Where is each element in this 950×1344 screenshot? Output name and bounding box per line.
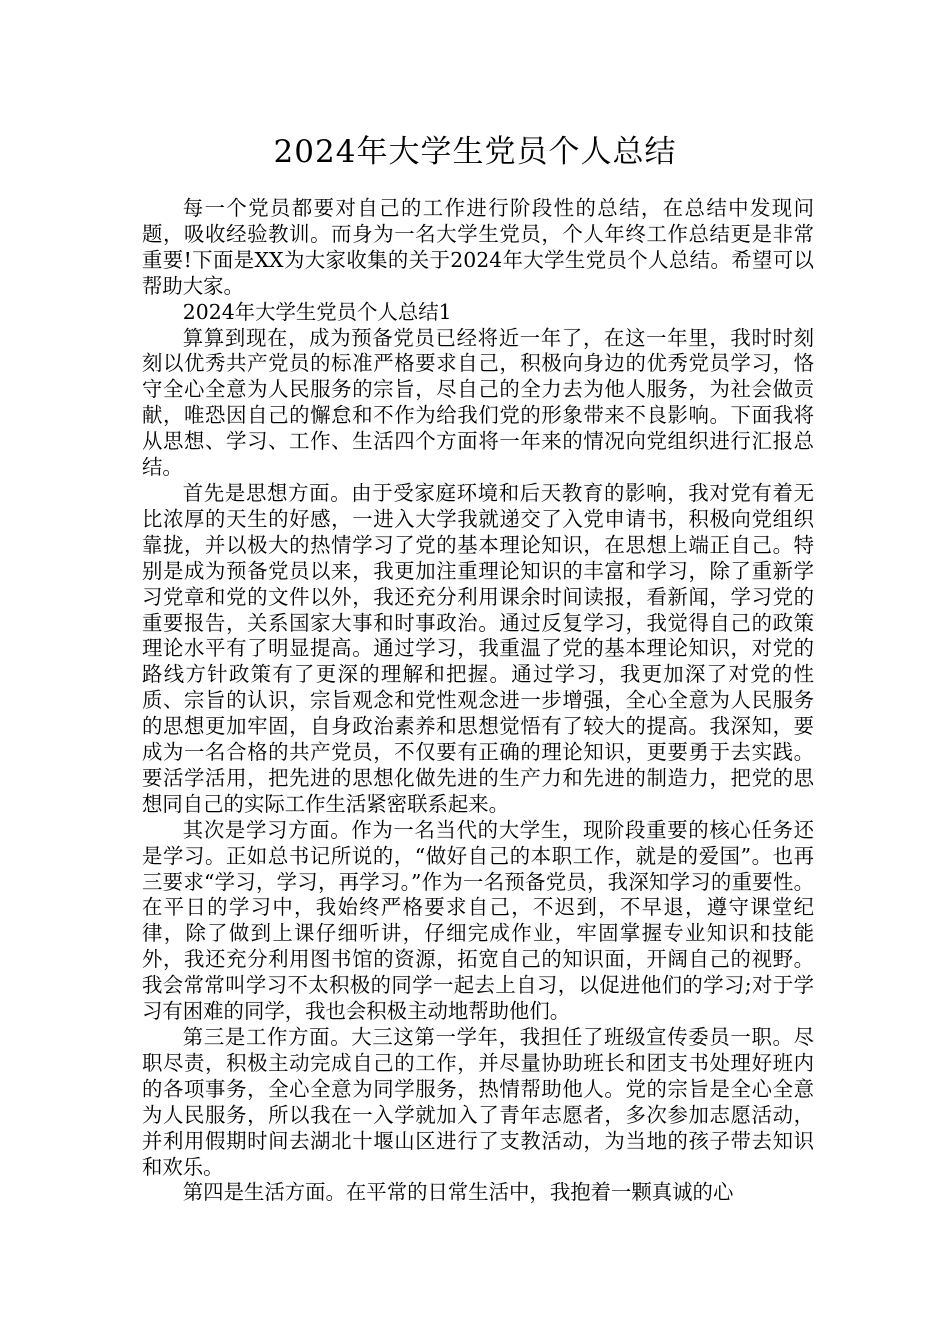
paragraph-life: 第四是生活方面。在平常的日常生活中，我抱着一颗真诚的心 bbox=[182, 1180, 734, 1205]
paragraph-study: 其次是学习方面。作为一名当代的大学生，现阶段重要的核心任务还是学习。正如总书记所说的，“做好自己的本职工作，就是的爱国”。也再三要求“学习，学习，再学习。”作为一名预备党员，我深知学习的重要性。在平日的学习中，我始终严格要求自己，不迟到，不早退，遵守课堂纪律，除了做到上课仔细听讲，仔细完成作业，牢固掌握专业知识和技能外，我还充分利用图书馆的资源，拓宽自己的知识面，开阔自己的视野。我会常常叫学习不太积极的同学一起去上自习，以促进他们的学习;对于学习有困难的同学，我也会积极主动地帮助他们。 bbox=[142, 817, 814, 1024]
paragraph-work: 第三是工作方面。大三这第一学年，我担任了班级宣传委员一职。尽职尽责，积极主动完成自己的工作，并尽量协助班长和团支书处理好班内的各项事务，全心全意为同学服务，热情帮助他人。党的宗旨是全心全意为人民服务，所以我在一入学就加入了青年志愿者，多次参加志愿活动，并利用假期时间去湖北十堰山区进行了支教活动，为当地的孩子带去知识和欢乐。 bbox=[142, 1025, 814, 1179]
paragraph-intro: 每一个党员都要对自己的工作进行阶段性的总结，在总结中发现问题，吸收经验教训。而身为一名大学生党员，个人年终工作总结更是非常重要!下面是XX为大家收集的关于2024年大学生党员个人总结。希望可以帮助大家。 bbox=[142, 196, 814, 298]
paragraph-overview: 算算到现在，成为预备党员已经将近一年了，在这一年里，我时时刻刻以优秀共产党员的标准严格要求自己，积极向身边的优秀党员学习，恪守全心全意为人民服务的宗旨，尽自己的全力去为他人服务，为社会做贡献，唯恐因自己的懈怠和不作为给我们党的形象带来不良影响。下面我将从思想、学习、工作、生活四个方面将一年来的情况向党组织进行汇报总结。 bbox=[142, 325, 814, 480]
paragraph-thought: 首先是思想方面。由于受家庭环境和后天教育的影响，我对党有着无比浓厚的天生的好感，一进入大学我就递交了入党申请书，积极向党组织靠拢，并以极大的热情学习了党的基本理论知识，在思想上端正自己。特别是成为预备党员以来，我更加注重理论知识的丰富和学习，除了重新学习党章和党的文件以外，我还充分利用课余时间读报，看新闻，学习党的重要报告，关系国家大事和时事政治。通过反复学习，我觉得自己的政策理论水平有了明显提高。通过学习，我重温了党的基本理论知识，对党的路线方针政策有了更深的理解和把握。通过学习，我更加深了对党的性质、宗旨的认识，宗旨观念和党性观念进一步增强，全心全意为人民服务的思想更加牢固，自身政治素养和思想觉悟有了较大的提高。我深知，要成为一名合格的共产党员，不仅要有正确的理论知识，更要勇于去实践。要活学活用，把先进的思想化做先进的生产力和先进的制造力，把党的思想同自己的实际工作生活紧密联系起来。 bbox=[142, 480, 814, 816]
document-title: 2024年大学生党员个人总结 bbox=[273, 134, 677, 170]
section-heading: 2024年大学生党员个人总结1 bbox=[182, 299, 452, 324]
document-body bbox=[142, 196, 814, 1206]
